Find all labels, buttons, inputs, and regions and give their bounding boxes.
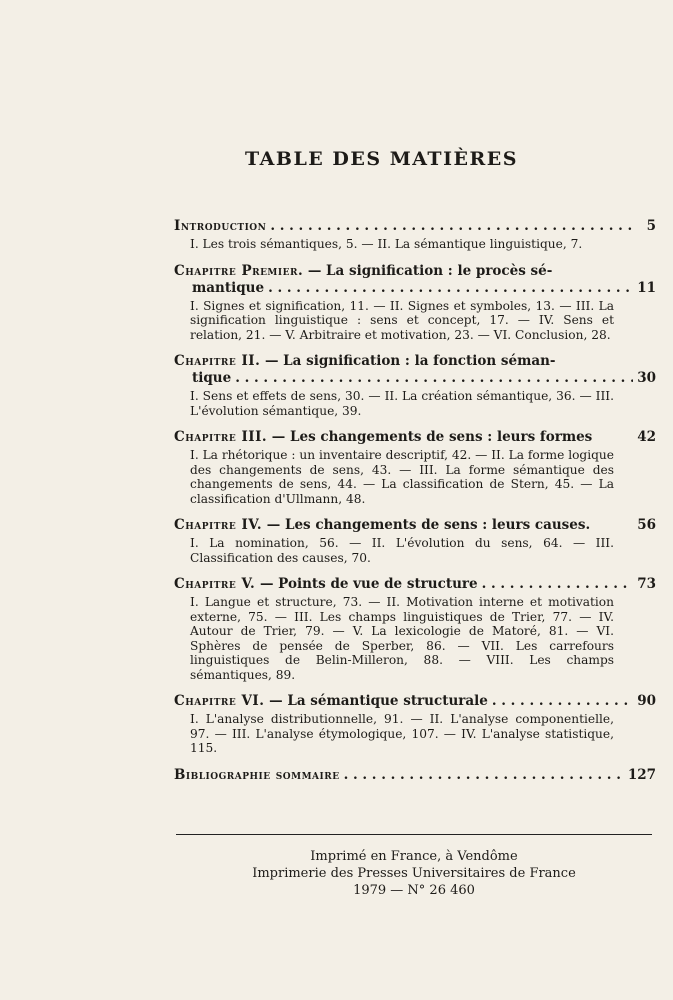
entry-label-rest: — La signification : la fonction séman- [260,353,556,369]
entry-label: Introduction [174,218,267,234]
toc-entry-chapter-2 [174,353,656,418]
page-title: TABLE DES MATIÈRES [245,148,518,170]
entry-label-continued: tique [192,370,232,386]
entry-description: I. L'analyse distributionnelle, 91. — II. L'analyse componentielle, 97. — III. L'analyse étymologique, 107. — IV. L'analyse statistique, 115. [190,712,614,755]
entry-label-continued: mantique [192,279,265,296]
toc-entry-introduction [174,218,656,252]
imprint-line-2: Imprimerie des Presses Universitaires de France [252,866,576,881]
imprint-line-1: Imprimé en France, à Vendôme [310,849,518,864]
entry-page-number: 56 [637,517,656,533]
leader-dots [482,576,634,593]
divider-rule [176,834,652,835]
leader-dots [235,370,633,387]
toc-entry-chapter-4 [174,517,656,565]
table-of-contents [174,218,656,795]
entry-label: Chapitre II. [174,353,261,369]
toc-entry-chapter-5 [174,576,656,682]
entry-description: I. Signes et signification, 11. — II. Signes et symboles, 13. — III. La signification linguistique : sens et concept, 17. — IV. Sens et relation, 21. — V. Arbitraire et motivation, 23. — VI. Conclusion, 28. [190,298,614,342]
leader-dots [270,218,634,235]
entry-page-number: 5 [646,218,656,234]
entry-description: I. La nomination, 56. — II. L'évolution du sens, 64. — III. Classification des causes, 70. [190,536,614,565]
toc-entry-chapter-1 [174,263,656,343]
printer-imprint [176,848,652,899]
entry-label-rest: — Les changements de sens : leurs causes. [262,517,591,533]
toc-entry-chapter-6 [174,693,656,756]
entry-label: Chapitre VI. [174,693,265,709]
entry-description: I. Langue et structure, 73. — II. Motivation interne et motivation externe, 75. — III. Les champs linguistiques de Trier, 77. — IV. Autour de Trier, 79. — V. La lexicologie de Matoré, 81. — VI. Sphères de pensée de Sperber, 86. — VII. Les carrefours linguistiques de Belin-Milleron, 88. — VIII. Les champs sémantiques, 89. [190,595,614,682]
entry-label-rest: — Les changements de sens : leurs formes [267,429,593,445]
entry-label: Chapitre IV. [174,517,263,533]
entry-page-number: 42 [637,429,656,445]
toc-entry-bibliography [174,767,656,784]
entry-description: I. Les trois sémantiques, 5. — II. La sémantique linguistique, 7. [190,237,583,251]
entry-label: Chapitre V. [174,576,256,592]
entry-label: Bibliographie sommaire [174,766,340,783]
entry-page-number: 30 [637,370,656,386]
entry-label: Chapitre Premier. [174,262,304,279]
imprint-line-3: 1979 — N° 26 460 [353,883,475,898]
entry-description: I. Sens et effets de sens, 30. — II. La création sémantique, 36. — III. L'évolution sémantique, 39. [190,389,614,418]
entry-page-number: 127 [627,766,656,783]
entry-page-number: 11 [637,279,656,296]
entry-page-number: 73 [637,576,656,592]
entry-label-rest: — La signification : le procès sé- [303,262,553,279]
toc-entry-chapter-3 [174,429,656,506]
entry-label-rest: — Points de vue de structure [255,576,478,592]
leader-dots [492,693,633,710]
entry-page-number: 90 [637,693,656,709]
entry-label-rest: — La sémantique structurale [264,693,488,709]
leader-dots [344,767,624,784]
entry-label: Chapitre III. [174,429,268,445]
entry-description: I. La rhétorique : un inventaire descriptif, 42. — II. La forme logique des changements de sens, 43. — III. La forme sémantique des changements de sens, 44. — La classification de Stern, 45. — La classification d'Ullmann, 48. [190,448,614,506]
leader-dots [268,280,633,297]
